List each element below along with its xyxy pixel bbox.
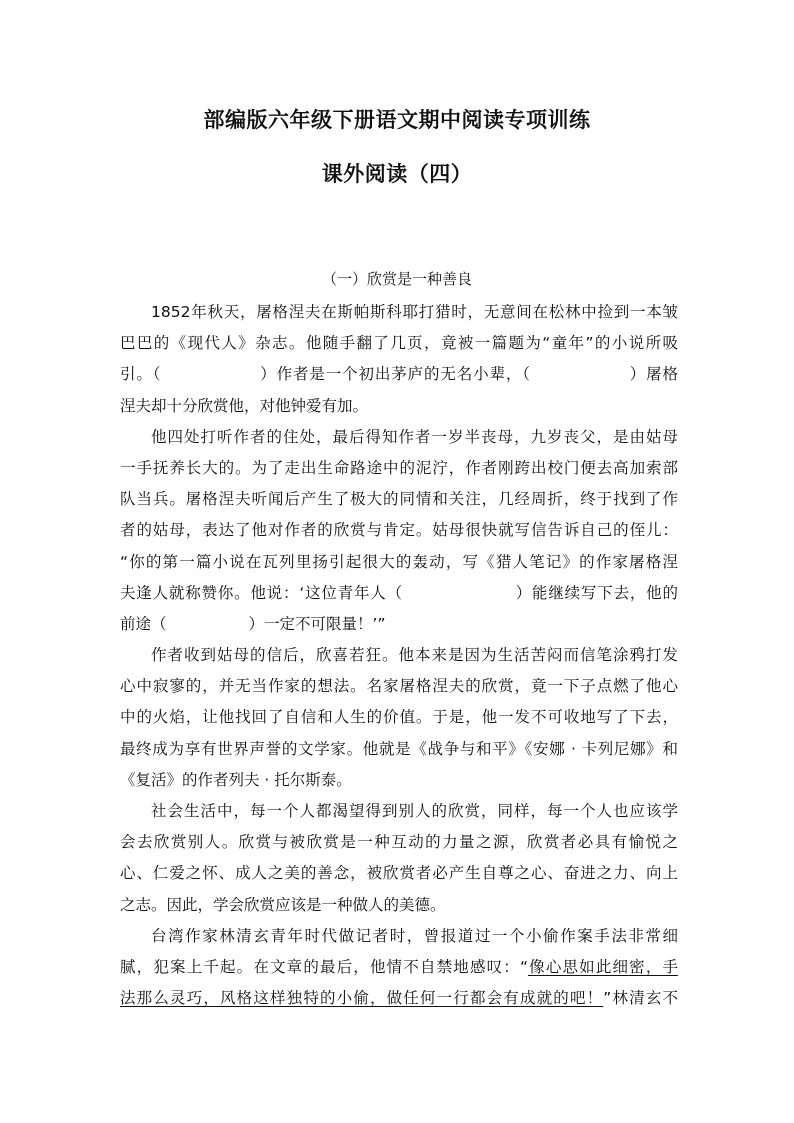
text-line: 1852年秋天，屠格涅夫在斯帕斯科耶打猎时，无意间在松林中捡到一本皱 [151, 303, 678, 321]
text-line: 一手抚养长大的。为了走出生命路途中的泥泞，作者刚跨出校门便去高加索部 [120, 458, 678, 477]
text-line [120, 609, 678, 640]
text-line: 《复活》的作者列夫 · 托尔斯泰。 [120, 770, 352, 789]
text-line: “你的第一篇小说在瓦列里扬引起很大的轰动，写《猎人笔记》的作家屠格涅 [120, 552, 678, 571]
text-line [120, 578, 678, 609]
section-title: （一）欣赏是一种善良 [321, 270, 472, 288]
underlined-quote: 法那么灵巧，风格这样独特的小偷，做任何一行都会有成就的吧！ [120, 989, 604, 1008]
text-line [120, 359, 678, 390]
text-line: 者的姑母，表达了他对作者的欣赏与肯定。姑母很快就写信告诉自己的侄儿： [120, 521, 678, 540]
text-line [120, 952, 678, 983]
text-segment: ）屠格 [628, 365, 678, 384]
text-line: 巴巴的《现代人》杂志。他随手翻了几页，竟被一篇题为“童年”的小说所吸 [120, 334, 678, 353]
text-segment: ）作者是一个初出茅庐的无名小辈，（ [259, 365, 531, 384]
text-segment: 腻，犯案上千起。在文章的最后，他情不自禁地感叹：“ [120, 957, 528, 976]
article-body [120, 297, 678, 1014]
text-line: 台湾作家林清玄青年时代做记者时，曾报道过一个小偷作案手法非常细 [151, 926, 678, 945]
text-line: 心、仁爱之怀、成人之美的善念，被欣赏者必产生自尊之心、奋进之力、向上 [120, 864, 678, 883]
text-segment: ）能继续写下去，他的 [514, 583, 678, 602]
text-line: 心中寂寥的，并无当作家的想法。名家屠格涅夫的欣赏，竟一下子点燃了他心 [120, 677, 678, 696]
text-line: 会去欣赏别人。欣赏与被欣赏是一种互动的力量之源，欣赏者必具有愉悦之 [120, 833, 678, 852]
text-segment: 引。（ [120, 365, 162, 384]
text-line: 作者收到姑母的信后，欣喜若狂。他本来是因为生活苦闷而信笔涂鸦打发 [151, 646, 678, 665]
underlined-quote: 像心思如此细密，手 [528, 957, 678, 976]
text-line: 队当兵。屠格涅夫听闻后产生了极大的同情和关注，几经周折，终于找到了作 [120, 490, 678, 509]
text-line: 涅夫却十分欣赏他，对他钟爱有加。 [120, 396, 369, 415]
text-segment: ”林清玄不 [603, 989, 678, 1008]
text-segment: 夫逢人就称赞你。他说：‘这位青年人（ [120, 583, 403, 602]
text-line: 他四处打听作者的住处，最后得知作者一岁半丧母，九岁丧父，是由姑母 [151, 427, 678, 446]
text-line: 最终成为享有世界声誉的文学家。他就是《战争与和平》《安娜 · 卡列尼娜》和 [120, 739, 678, 758]
text-line: 之志。因此，学会欣赏应该是一种做人的美德。 [120, 895, 446, 914]
text-segment: 前途（ [120, 614, 167, 633]
text-line: 社会生活中，每一个人都渴望得到别人的欣赏，同样，每一个人也应该学 [151, 802, 678, 820]
document-subtitle: 课外阅读（四） [321, 162, 473, 186]
document-title: 部编版六年级下册语文期中阅读专项训练 [203, 108, 591, 132]
text-segment: ）一定不可限量！’” [248, 614, 386, 633]
text-line [120, 983, 678, 1014]
text-line: 中的火焰，让他找回了自信和人生的价值。于是，他一发不可收地写了下去， [120, 708, 678, 727]
